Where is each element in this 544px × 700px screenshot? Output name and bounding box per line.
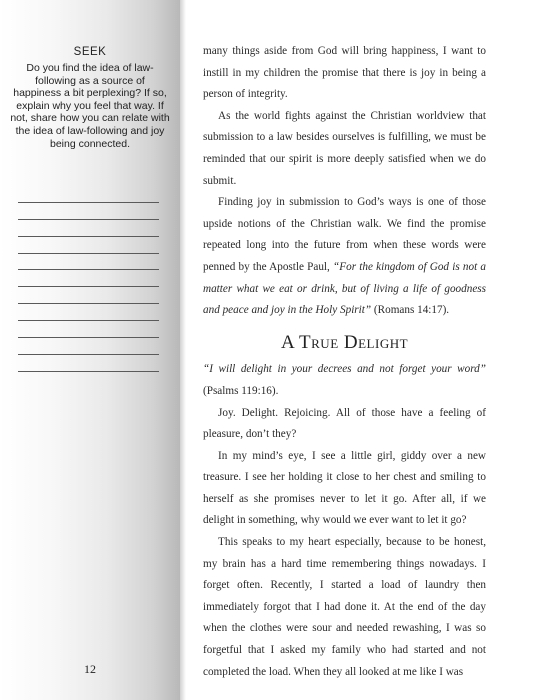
- writing-line: [18, 304, 159, 321]
- writing-line: [18, 220, 159, 237]
- writing-line: [18, 186, 159, 203]
- section-heading-text: A True Delight: [280, 331, 409, 353]
- seek-title: SEEK: [73, 46, 107, 58]
- writing-line: [18, 355, 159, 372]
- scripture-reference: (Romans 14:17).: [371, 304, 450, 317]
- main-text: [203, 41, 486, 683]
- scripture-quote: “For the kingdom of God is not a matter what we eat or drink, but of living a life of goodness and peace and joy in the Holy Spirit”: [203, 260, 486, 317]
- verse-quote: “I will delight in your decrees and not forget your word”: [203, 363, 486, 376]
- paragraph: As the world fights against the Christian worldview that submission to a law besides ourselves is fulfilling, we must be reminded that our spirit is more deeply satisfied when we do submit.: [203, 109, 486, 187]
- writing-line: [18, 203, 159, 220]
- writing-line: [18, 254, 159, 271]
- paragraph: [203, 192, 486, 322]
- verse-reference: (Psalms 119:16).: [203, 384, 279, 397]
- section-heading: [203, 332, 486, 354]
- writing-line: [18, 270, 159, 287]
- seek-prompt: Do you find the idea of law-following as a source of happiness a bit perplexing? If so, explain why you feel that way. If not, share how you can relate with the idea of law-following and joy being connected.: [10, 62, 170, 150]
- paragraph: Joy. Delight. Rejoicing. All of those have a feeling of pleasure, don’t they?: [203, 406, 486, 441]
- writing-line: [18, 338, 159, 355]
- paragraph: many things aside from God will bring happiness, I want to instill in my children the promise that there is joy in being a person of integrity.: [203, 45, 486, 101]
- verse: [203, 359, 486, 402]
- paragraph: This speaks to my heart especially, because to be honest, my brain has a hard time remembering things nowadays. I forget often. Recently, I started a load of laundry then immediately forgot that I had done it. At the end of the day when the clothes were sour and needed rewashing, I was so forgetful that I asked my family who had started and not completed the load. When they all looked at me like I was: [203, 536, 486, 678]
- writing-line: [18, 237, 159, 254]
- writing-line: [18, 321, 159, 338]
- paragraph-text: Finding joy in submission to God’s ways is one of those upside notions of the Christian walk. We find the promise repeated long into the future from when these words were penned by the Apostle Paul,: [203, 196, 486, 273]
- paragraph: In my mind’s eye, I see a little girl, giddy over a new treasure. I see her holding it close to her chest and smiling to herself as she promises never to let it go. After all, if we delight in something, why would we ever want to let it go?: [203, 449, 486, 527]
- writing-lines: [18, 186, 159, 372]
- sidebar-shadow: [180, 0, 186, 700]
- writing-line: [18, 287, 159, 304]
- page-number: 12: [84, 662, 96, 676]
